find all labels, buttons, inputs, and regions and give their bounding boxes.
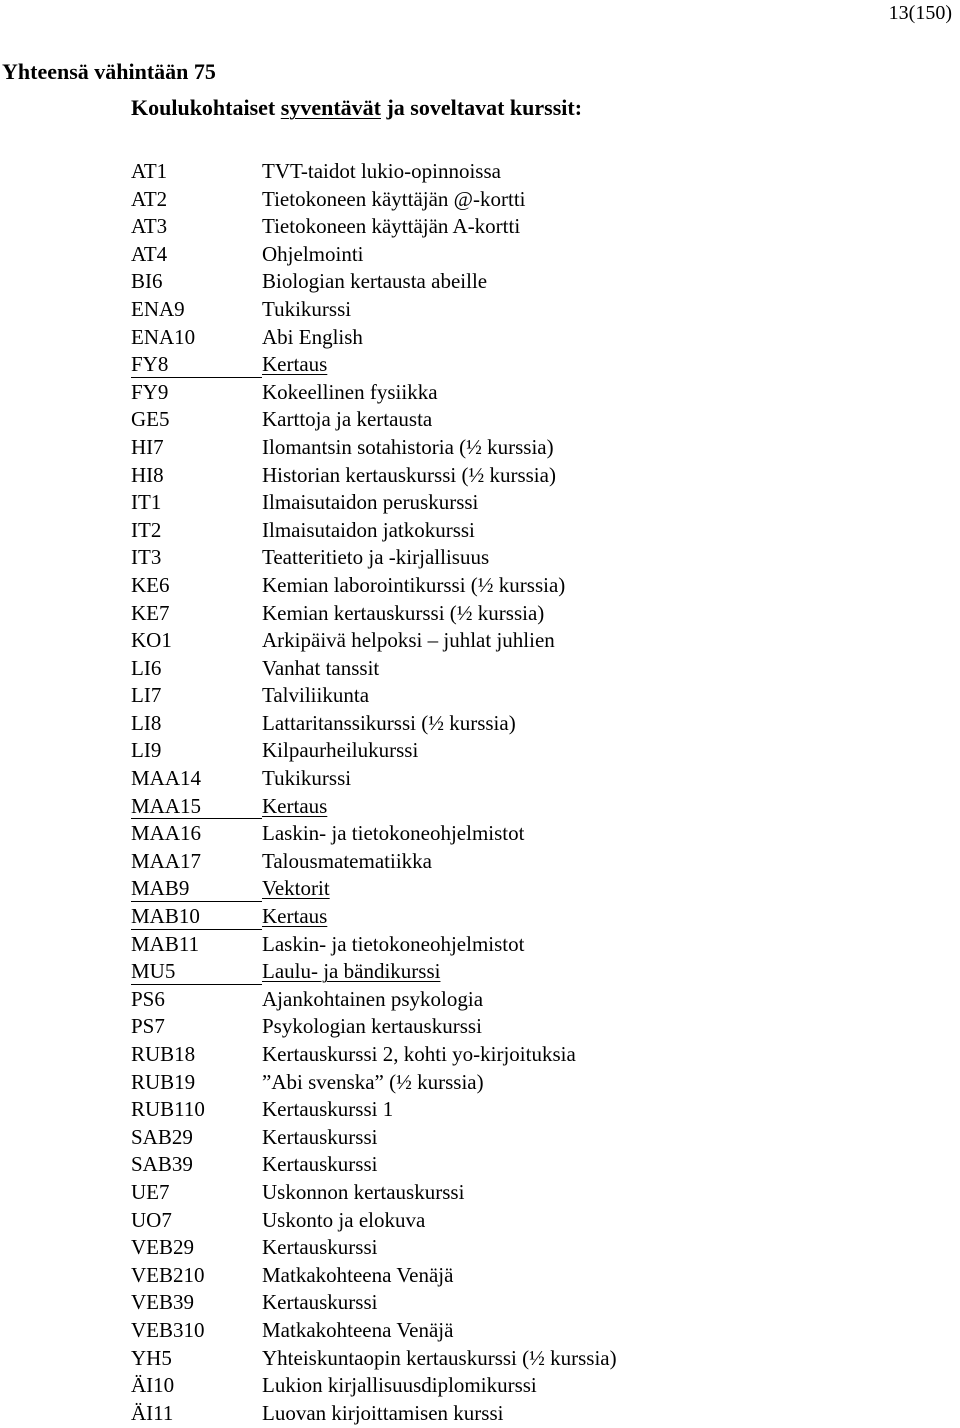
course-row (131, 903, 911, 931)
course-row (131, 1124, 911, 1152)
course-code: AT4 (131, 241, 168, 266)
course-name: Historian kertauskurssi (½ kurssia) (262, 462, 556, 487)
course-code: LI6 (131, 655, 162, 680)
course-name: Vektorit (262, 876, 330, 901)
course-code: VEB210 (131, 1262, 205, 1287)
course-name: Kertauskurssi (262, 1235, 378, 1260)
underline-rule (131, 901, 262, 902)
course-code: FY8 (131, 352, 169, 377)
course-code: LI7 (131, 683, 162, 708)
course-code: AT1 (131, 159, 168, 183)
course-code: VEB29 (131, 1235, 194, 1260)
course-code: KO1 (131, 628, 172, 653)
course-code: UE7 (131, 1179, 170, 1204)
section-heading-after: ja soveltavat kurssit: (380, 95, 583, 120)
course-row (131, 1345, 911, 1373)
course-code: SAB29 (131, 1124, 193, 1149)
course-name: Kertauskurssi (262, 1290, 378, 1315)
course-row (131, 544, 911, 572)
course-name: Kertauskurssi (262, 1124, 378, 1149)
course-row (131, 710, 911, 738)
course-name: Abi English (262, 324, 363, 349)
course-row (131, 1400, 911, 1428)
course-name: ”Abi svenska” (½ kurssia) (262, 1069, 484, 1094)
course-row (131, 682, 911, 710)
course-name: Psykologian kertauskurssi (262, 1014, 482, 1039)
course-row (131, 793, 911, 821)
course-row (131, 517, 911, 545)
course-name: Karttoja ja kertausta (262, 407, 433, 432)
course-name: Kertauskurssi 2, kohti yo-kirjoituksia (262, 1042, 576, 1066)
underline-rule (131, 929, 262, 930)
course-code: MAB10 (131, 904, 200, 929)
course-row (131, 1069, 911, 1097)
course-row (131, 1262, 911, 1290)
course-code: MAA14 (131, 766, 202, 791)
course-row (131, 1372, 911, 1400)
course-name: Matkakohteena Venäjä (262, 1262, 454, 1287)
course-row (131, 489, 911, 517)
course-name: Kemian kertauskurssi (½ kurssia) (262, 600, 545, 625)
course-name: Laskin- ja tietokoneohjelmistot (262, 821, 525, 846)
course-row (131, 186, 911, 214)
course-row (131, 655, 911, 683)
course-code: PS7 (131, 1014, 165, 1039)
course-row (131, 1289, 911, 1317)
course-code: IT2 (131, 517, 162, 542)
course-row (131, 268, 911, 296)
course-row (131, 1317, 911, 1345)
course-code: GE5 (131, 407, 170, 432)
course-row (131, 1234, 911, 1262)
course-code: HI8 (131, 462, 164, 487)
course-name: Talviliikunta (262, 683, 370, 708)
course-row (131, 572, 911, 600)
course-code: LI9 (131, 738, 162, 763)
course-name: Kertauskurssi (262, 1152, 378, 1177)
course-name: Kertaus (262, 352, 328, 377)
course-name: Kertaus (262, 904, 328, 929)
course-code: AT2 (131, 186, 168, 211)
course-row (131, 213, 911, 241)
course-name: Lattaritanssikurssi (½ kurssia) (262, 710, 516, 735)
course-row (131, 158, 911, 186)
course-row (131, 351, 911, 379)
total-heading: Yhteensä vähintään 75 (2, 59, 216, 84)
course-code: RUB18 (131, 1042, 196, 1066)
course-row (131, 241, 911, 269)
course-code: SAB39 (131, 1152, 193, 1177)
course-name: Kertauskurssi 1 (262, 1097, 394, 1122)
course-code: VEB310 (131, 1317, 205, 1342)
course-row (131, 848, 911, 876)
course-name: Laskin- ja tietokoneohjelmistot (262, 931, 525, 956)
course-name: TVT-taidot lukio-opinnoissa (262, 159, 501, 183)
section-heading-underlined: syventävät (280, 95, 381, 120)
course-name: Tukikurssi (262, 766, 352, 791)
course-code: ÄI10 (131, 1373, 175, 1398)
course-code: YH5 (131, 1345, 172, 1370)
course-row (131, 1207, 911, 1235)
course-name: Lukion kirjallisuusdiplomikurssi (262, 1373, 537, 1398)
course-code: BI6 (131, 269, 163, 294)
course-row (131, 958, 911, 986)
course-code: LI8 (131, 710, 162, 735)
course-code: ENA9 (131, 296, 185, 321)
course-row (131, 600, 911, 628)
course-name: Tukikurssi (262, 296, 352, 321)
course-name: Vanhat tanssit (262, 655, 380, 680)
course-name: Ohjelmointi (262, 241, 364, 266)
course-code: RUB19 (131, 1069, 196, 1094)
course-name: Arkipäivä helpoksi – juhlat juhlien (262, 628, 555, 653)
underline-rule (131, 984, 262, 985)
course-code: MAB11 (131, 931, 200, 956)
course-name: Uskonnon kertauskurssi (262, 1179, 465, 1204)
course-code: AT3 (131, 214, 168, 239)
course-code: MAA17 (131, 848, 202, 873)
course-code: RUB110 (131, 1097, 205, 1122)
course-row (131, 1096, 911, 1124)
course-row (131, 324, 911, 352)
course-row (131, 1179, 911, 1207)
course-code: PS6 (131, 986, 165, 1011)
course-row (131, 737, 911, 765)
course-name: Kertaus (262, 793, 328, 818)
course-name: Ajankohtainen psykologia (262, 986, 484, 1011)
course-row (131, 986, 911, 1014)
course-code: VEB39 (131, 1290, 194, 1315)
course-code: IT3 (131, 545, 162, 570)
course-name: Laulu- ja bändikurssi (262, 959, 441, 984)
course-row (131, 296, 911, 324)
underline-rule (131, 377, 262, 378)
course-code: MAA16 (131, 821, 202, 846)
course-row (131, 1151, 911, 1179)
course-code: ENA10 (131, 324, 196, 349)
course-name: Biologian kertausta abeille (262, 269, 488, 294)
course-name: Ilomantsin sotahistoria (½ kurssia) (262, 434, 554, 459)
course-code: MAB9 (131, 876, 190, 901)
course-name: Kemian laborointikurssi (½ kurssia) (262, 572, 566, 597)
course-row (131, 462, 911, 490)
section-heading (131, 95, 582, 121)
course-code: MAA15 (131, 793, 202, 818)
course-name: Talousmatematiikka (262, 848, 432, 873)
course-row (131, 406, 911, 434)
course-name: Matkakohteena Venäjä (262, 1317, 454, 1342)
course-code: FY9 (131, 379, 169, 404)
course-name: Kilpaurheilukurssi (262, 738, 419, 763)
page-number: 13(150) (888, 2, 952, 24)
course-row (131, 434, 911, 462)
course-name: Ilmaisutaidon peruskurssi (262, 490, 479, 515)
course-name: Teatteritieto ja -kirjallisuus (262, 545, 490, 570)
course-name: Kokeellinen fysiikka (262, 379, 438, 404)
course-name: Yhteiskuntaopin kertauskurssi (½ kurssia) (262, 1345, 617, 1370)
course-row (131, 875, 911, 903)
course-name: Uskonto ja elokuva (262, 1207, 426, 1232)
course-code: IT1 (131, 490, 162, 515)
course-code: MU5 (131, 959, 176, 984)
course-list (131, 158, 911, 1427)
course-code: ÄI11 (131, 1400, 174, 1425)
underline-rule (131, 818, 262, 819)
course-code: KE7 (131, 600, 170, 625)
course-name: Tietokoneen käyttäjän A-kortti (262, 214, 521, 239)
section-heading-before: Koulukohtaiset (131, 95, 281, 120)
course-row (131, 1013, 911, 1041)
course-row (131, 1041, 911, 1069)
course-name: Tietokoneen käyttäjän @-kortti (262, 186, 526, 211)
course-row (131, 379, 911, 407)
course-name: Luovan kirjoittamisen kurssi (262, 1400, 504, 1425)
course-code: HI7 (131, 434, 164, 459)
course-name: Ilmaisutaidon jatkokurssi (262, 517, 475, 542)
course-row (131, 765, 911, 793)
course-row (131, 820, 911, 848)
course-code: UO7 (131, 1207, 172, 1232)
course-code: KE6 (131, 572, 170, 597)
course-row (131, 931, 911, 959)
course-row (131, 627, 911, 655)
